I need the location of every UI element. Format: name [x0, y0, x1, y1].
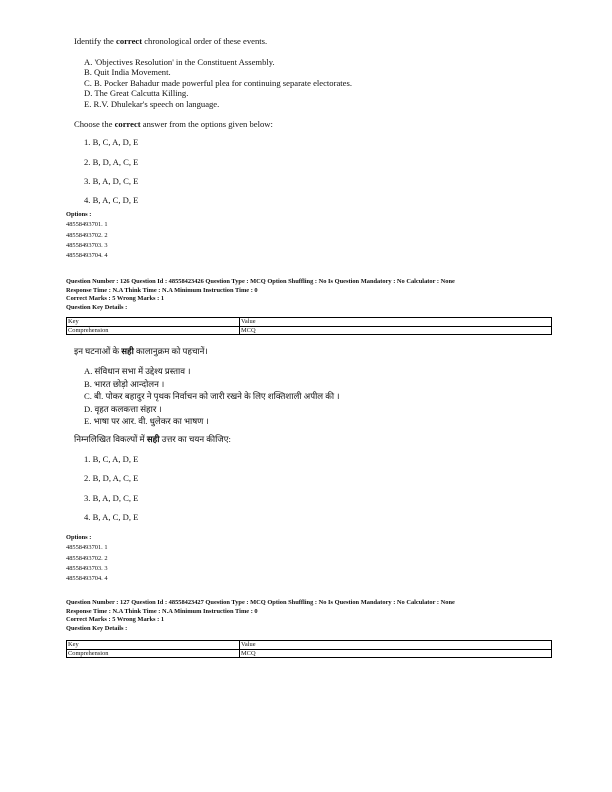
statement: C. B. Pocker Bahadur made powerful plea for continuing separate electorates.: [84, 77, 352, 88]
question-header: [66, 599, 566, 633]
choose-instruction: Choose the correct answer from the options given below:: [74, 118, 273, 129]
options-block: [66, 211, 108, 260]
answer-options: [74, 133, 554, 211]
statement: D. The Great Calcutta Killing.: [84, 88, 189, 99]
statement: B. भारत छोड़ो आन्दोलन ।: [84, 378, 165, 389]
statement: B. Quit India Movement.: [84, 67, 171, 78]
table-header: Key: [67, 641, 240, 650]
statement-list: [84, 57, 554, 110]
choose-instruction: निम्नलिखित विकल्पों में सही उत्तर का चयन कीजिए:: [74, 434, 231, 445]
option-id: 48558493702. 2: [66, 231, 108, 239]
question-hindi: [74, 345, 554, 527]
option-id: 48558493701. 1: [66, 544, 108, 552]
answer-option: 3. B, A, D, C, E: [84, 175, 139, 186]
statement: E. भाषा पर आर. वी. धुलेकर का भाषण ।: [84, 416, 209, 427]
statement: D. वृहत कलकत्ता संहार ।: [84, 403, 162, 414]
statement: E. R.V. Dhulekar's speech on language.: [84, 98, 220, 109]
table-header: Value: [240, 318, 552, 327]
answer-option: 1. B, C, A, D, E: [84, 453, 139, 464]
options-label: Options :: [66, 211, 92, 218]
question-info-line: Question Number : 126 Question Id : 48558423426 Question Type : MCQ Option Shuffling : No Is Question Mandatory : No Calculator : None: [66, 278, 455, 285]
table-row: [67, 318, 552, 327]
key-details-title: Question Key Details :: [66, 624, 128, 632]
options-label: Options :: [66, 534, 92, 541]
statement-list: [84, 365, 554, 427]
table-cell: Comprehension: [67, 649, 240, 658]
option-id: 48558493702. 2: [66, 554, 108, 562]
question-header: [66, 278, 566, 312]
table-header: Value: [240, 641, 552, 650]
timing-line: Response Time : N.A Think Time : N.A Minimum Instruction Time : 0: [66, 607, 258, 615]
answer-option: 2. B, D, A, C, E: [84, 473, 139, 484]
question-prompt: Identify the correct chronological order of these events.: [74, 36, 268, 46]
question-key-table: [66, 317, 552, 335]
option-id: 48558493701. 1: [66, 221, 108, 229]
answer-option: 2. B, D, A, C, E: [84, 156, 139, 167]
table-header: Key: [67, 318, 240, 327]
timing-line: Response Time : N.A Think Time : N.A Minimum Instruction Time : 0: [66, 286, 258, 294]
table-cell: MCQ: [240, 326, 552, 335]
option-id: 48558493703. 3: [66, 564, 108, 572]
question-info-line: Question Number : 127 Question Id : 48558423427 Question Type : MCQ Option Shuffling : No Is Question Mandatory : No Calculator : None: [66, 599, 455, 606]
question-english: [74, 36, 554, 211]
question-prompt: इन घटनाओं के सही कालानुक्रम को पहचानें।: [74, 346, 208, 356]
marks-line: Correct Marks : 5 Wrong Marks : 1: [66, 616, 165, 624]
table-row: [67, 649, 552, 658]
answer-option: 4. B, A, C, D, E: [84, 512, 139, 523]
answer-option: 1. B, C, A, D, E: [84, 137, 139, 148]
statement: A. 'Objectives Resolution' in the Constituent Assembly.: [84, 56, 275, 67]
answer-options: [74, 450, 554, 528]
table-row: [67, 326, 552, 335]
key-details-title: Question Key Details :: [66, 303, 128, 311]
option-id: 48558493704. 4: [66, 575, 108, 583]
table-row: [67, 641, 552, 650]
option-id: 48558493703. 3: [66, 241, 108, 249]
marks-line: Correct Marks : 5 Wrong Marks : 1: [66, 295, 165, 303]
answer-option: 4. B, A, C, D, E: [84, 195, 139, 206]
options-block: [66, 534, 108, 583]
statement: A. संविधान सभा में उद्देश्य प्रस्ताव ।: [84, 366, 191, 377]
question-key-table: [66, 640, 552, 658]
table-cell: Comprehension: [67, 326, 240, 335]
statement: C. बी. पोकर बहादुर ने पृथक निर्वाचन को जारी रखने के लिए शक्तिशाली अपील की ।: [84, 391, 340, 402]
table-cell: MCQ: [240, 649, 552, 658]
answer-option: 3. B, A, D, C, E: [84, 492, 139, 503]
option-id: 48558493704. 4: [66, 252, 108, 260]
